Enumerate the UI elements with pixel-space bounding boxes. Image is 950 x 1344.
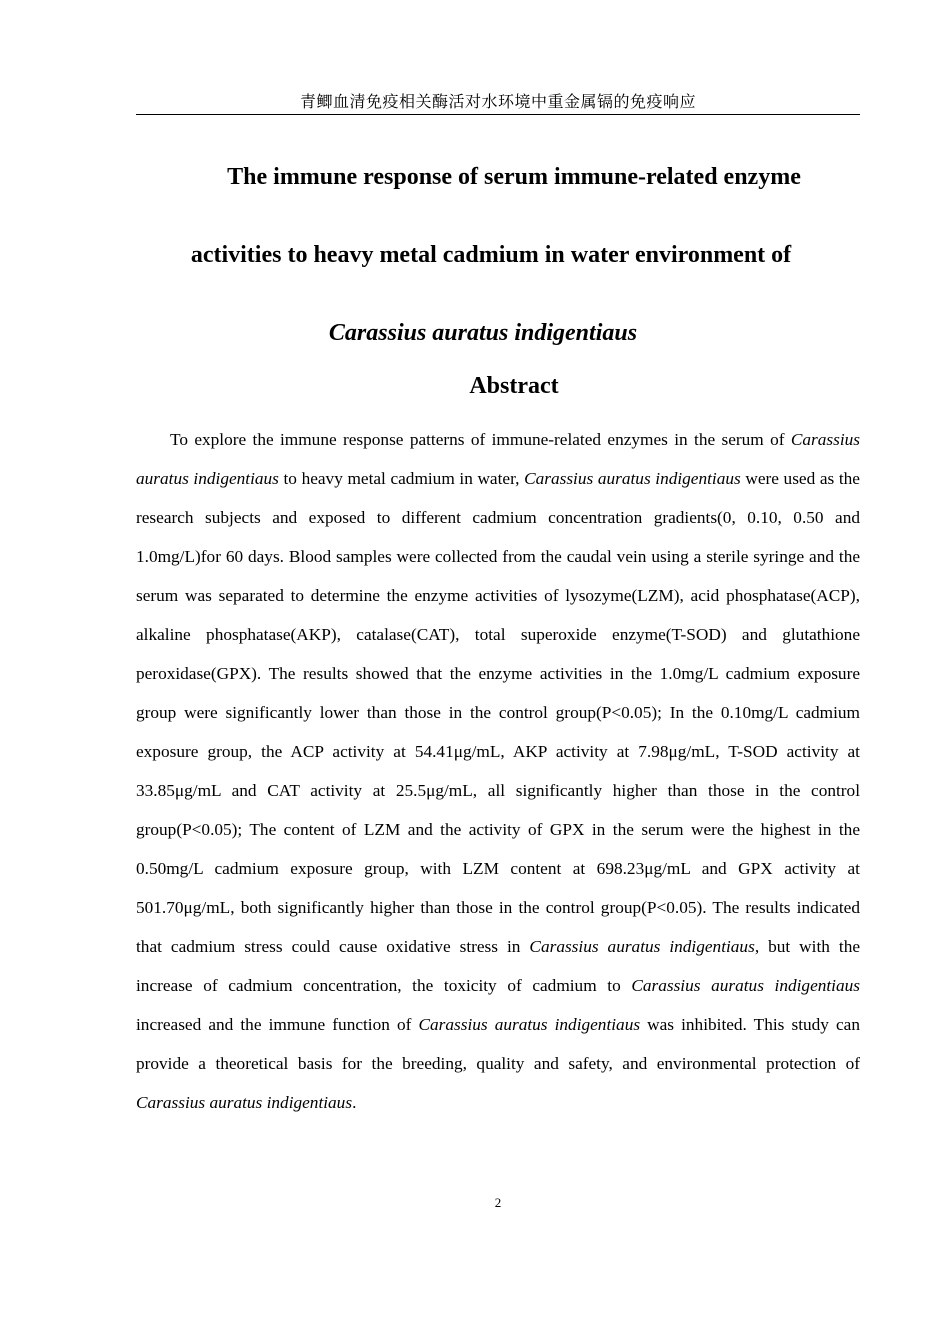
- page-number: 2: [494, 1195, 502, 1210]
- abstract-text: To explore the immune response patterns of immune-related enzymes in the serum of: [170, 430, 791, 449]
- abstract-heading: Abstract: [469, 373, 559, 399]
- abstract-text: was inhibited. This study can provide a theoretical basis for the breeding, quality and safety, and environmental protection of: [136, 1015, 860, 1073]
- abstract-text: were used as the research subjects and exposed to different cadmium concentration gradients(0, 0.10, 0.50 and 1.0mg/L)for 60 days. Blood samples were collected from the caudal vein using a sterile syringe and the serum was separated to determine the enzyme activities of lysozyme(LZM), acid phosphatase(ACP), alkaline phosphatase(AKP), catalase(CAT), total superoxide enzyme(T-SOD) and glutathione peroxidase(GPX). The results showed that the enzyme activities in the 1.0mg/L cadmium exposure group were significantly lower than those in the control group(P<0.05); In the 0.10mg/L cadmium exposure group, the ACP activity at 54.41μg/mL, AKP activity at 7.98μg/mL, T-SOD activity at 33.85μg/mL and CAT activity at 25.5μg/mL, all significantly higher than those in the control group(P<0.05); The content of LZM and the activity of GPX in the serum were the highest in the 0.50mg/L cadmium exposure group, with LZM content at 698.23μg/mL and GPX activity at 501.70μg/mL, both significantly higher than those in the control group(P<0.05). The results indicated that cadmium stress could cause oxidative stress in: [136, 469, 860, 956]
- running-header: 青鲫血清免疫相关酶活对水环境中重金属镉的免疫响应: [136, 92, 860, 115]
- species-name: Carassius auratus indigentiaus: [418, 1015, 641, 1034]
- title-species-name: Carassius auratus indigentiaus: [328, 320, 638, 346]
- paper-title: [136, 138, 860, 372]
- title-line-2: activities to heavy metal cadmium in water environment of: [190, 242, 792, 268]
- abstract-text: increased and the immune function of: [136, 1015, 419, 1034]
- abstract-text: .: [352, 1093, 357, 1112]
- abstract-body: [136, 420, 860, 1122]
- species-name: Carassius auratus indigentiaus: [631, 976, 860, 995]
- abstract-text: to heavy metal cadmium in water,: [278, 469, 525, 488]
- species-name: Carassius auratus indigentiaus: [524, 469, 741, 488]
- species-name: Carassius auratus indigentiaus: [529, 937, 755, 956]
- species-name: Carassius auratus indigentiaus: [136, 1093, 353, 1112]
- species-name: Carassius auratus indigentiaus: [136, 430, 860, 488]
- title-line-1: The immune response of serum immune-related enzyme: [227, 164, 801, 190]
- abstract-text: , but with the increase of cadmium concentration, the toxicity of cadmium to: [136, 937, 861, 995]
